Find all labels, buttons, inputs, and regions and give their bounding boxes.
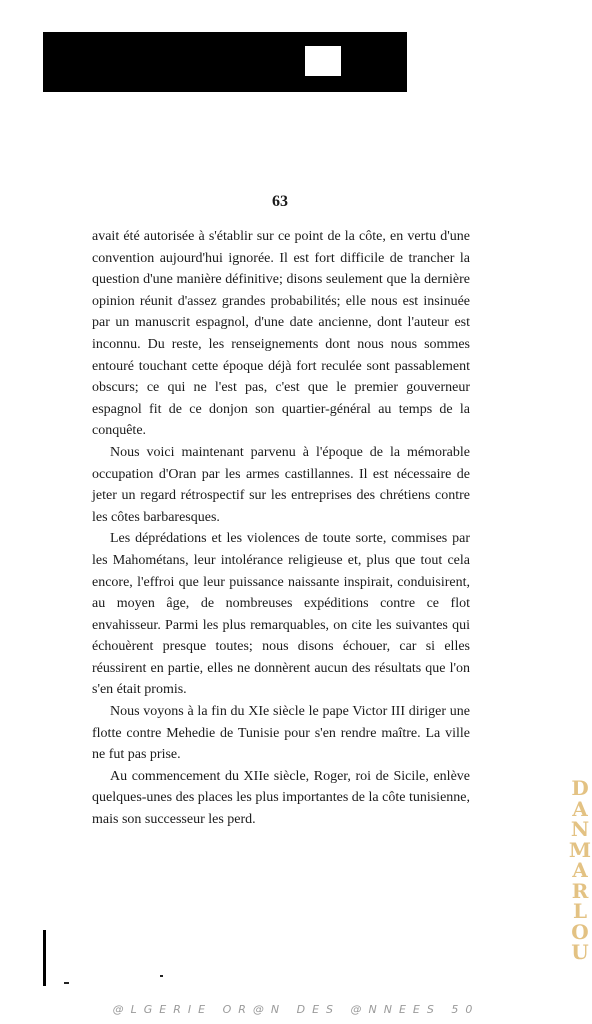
paragraph-2: Nous voici maintenant parvenu à l'époque de la mémorable occupation d'Oran par les armes castillannes. Il est nécessaire de jeter un regard rétrospectif sur les entreprises des chrétiens contre les côtes barbaresques. <box>92 444 470 525</box>
body-text <box>92 226 470 831</box>
paragraph-1: avait été autorisée à s'établir sur ce point de la côte, en vertu d'une convention aujourd'hui ignorée. Il est fort difficile de trancher la question d'une manière définitive; disons seulement que la dernière opinion réunit d'assez grandes probabilités; elle nous est insinuée par un manuscrit espagnol, d'une date ancienne, dont l'auteur est inconnu. Du reste, les renseignements dont nous nous sommes entouré touchant cette époque déjà fort reculée sont passablement obscurs; ce qui ne l'est pas, c'est que le premier gouverneur espagnol fit de ce donjon son quartier-général au temps de la conquête. <box>92 229 470 439</box>
paragraph-3: Les déprédations et les violences de toute sorte, commises par les Mahométans, leur intolérance religieuse et, plus que tout cela encore, l'effroi que leur puissance naissante inspirait, conduisirent, au moyen âge, de nombreuses expéditions contre ce flot envahisseur. Parmi les plus remarquables, on cite les suivantes qui échouèrent presque toutes; nous disons échouer, car si elles réussirent en partie, elles ne donnèrent aucun des résultats que l'on s'en était promis. <box>92 531 470 698</box>
scan-speck <box>160 975 163 977</box>
paragraph-4: Nous voyons à la fin du XIe siècle le pape Victor III diriger une flotte contre Mehedie de Tunisie pour s'en rendre maître. La ville ne fut pas prise. <box>92 704 470 763</box>
scan-speck <box>64 982 69 984</box>
margin-scan-mark <box>43 930 46 986</box>
side-watermark: D A N M A R L O U <box>568 776 592 964</box>
footer-watermark: @LGERIE OR@N DES @NNEES 50 <box>112 1003 480 1016</box>
page-number: 63 <box>272 193 288 210</box>
redaction-notch <box>305 46 341 76</box>
redaction-bar <box>43 32 407 92</box>
paragraph-5: Au commencement du XIIe siècle, Roger, roi de Sicile, enlève quelques-unes des places les plus importantes de la côte tunisienne, mais son successeur les perd. <box>92 768 470 828</box>
